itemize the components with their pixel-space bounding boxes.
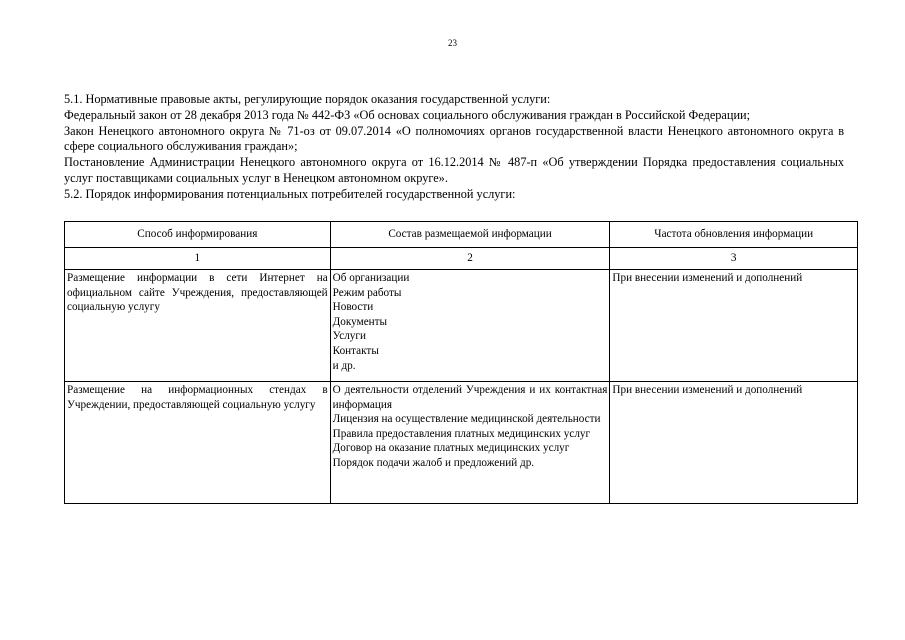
content-line: Контакты: [332, 344, 379, 357]
legal-act-item: Федеральный закон от 28 декабря 2013 года № 442-ФЗ «Об основах социального обслуживания граждан в Российской Федерации;: [64, 107, 751, 122]
table-row: [65, 270, 858, 382]
content-line: и др.: [332, 359, 356, 372]
page-number: 23: [448, 38, 457, 48]
section-text: [64, 92, 844, 203]
table-row: [65, 382, 858, 504]
section-5-1-heading: 5.1. Нормативные правовые акты, регулирующие порядок оказания государственной услуги:: [64, 92, 551, 106]
content-line: О деятельности отделений Учреждения и их контактная информация: [332, 384, 608, 411]
content-line: Документы: [332, 315, 388, 328]
content-line: Услуги: [332, 330, 366, 343]
frequency-cell: При внесении изменений и дополнений: [610, 270, 858, 382]
content-line: Лицензия на осуществление медицинской деятельности: [332, 413, 601, 426]
content-line: Новости: [332, 301, 374, 314]
table-number-row: [65, 248, 858, 270]
frequency-cell: При внесении изменений и дополнений: [610, 382, 858, 504]
information-table: [64, 221, 858, 504]
section-5-2-heading: 5.2. Порядок информирования потенциальных потребителей государственной услуги:: [64, 186, 516, 201]
content-line: Порядок подачи жалоб и предложений др.: [332, 456, 535, 469]
method-cell: Размещение информации в сети Интернет на официальном сайте Учреждения, предоставляющей социальную услугу: [65, 270, 331, 382]
header-content: Состав размещаемой информации: [330, 222, 610, 248]
content-cell: [330, 270, 610, 382]
legal-act-item: Закон Ненецкого автономного округа № 71-оз от 09.07.2014 «О полномочиях органов государственной власти Ненецкого автономного округа в сфере социального обслуживания граждан»;: [64, 123, 844, 154]
header-method: Способ информирования: [65, 222, 331, 248]
column-number: 1: [65, 248, 331, 270]
column-number: 2: [330, 248, 610, 270]
method-cell: Размещение на информационных стендах в Учреждении, предоставляющей социальную услугу: [65, 382, 331, 504]
header-frequency: Частота обновления информации: [610, 222, 858, 248]
content-line: Договор на оказание платных медицинских услуг: [332, 442, 570, 455]
content-cell: [330, 382, 610, 504]
content-line: Правила предоставления платных медицинских услуг: [332, 427, 591, 440]
table-header-row: [65, 222, 858, 248]
column-number: 3: [610, 248, 858, 270]
content-line: Об организации: [332, 272, 410, 284]
legal-act-item: Постановление Администрации Ненецкого автономного округа от 16.12.2014 № 487-п «Об утверждении Порядка предоставления социальных услуг поставщиками социальных услуг в Ненецком автономном округе».: [64, 155, 844, 185]
content-line: Режим работы: [332, 286, 402, 299]
